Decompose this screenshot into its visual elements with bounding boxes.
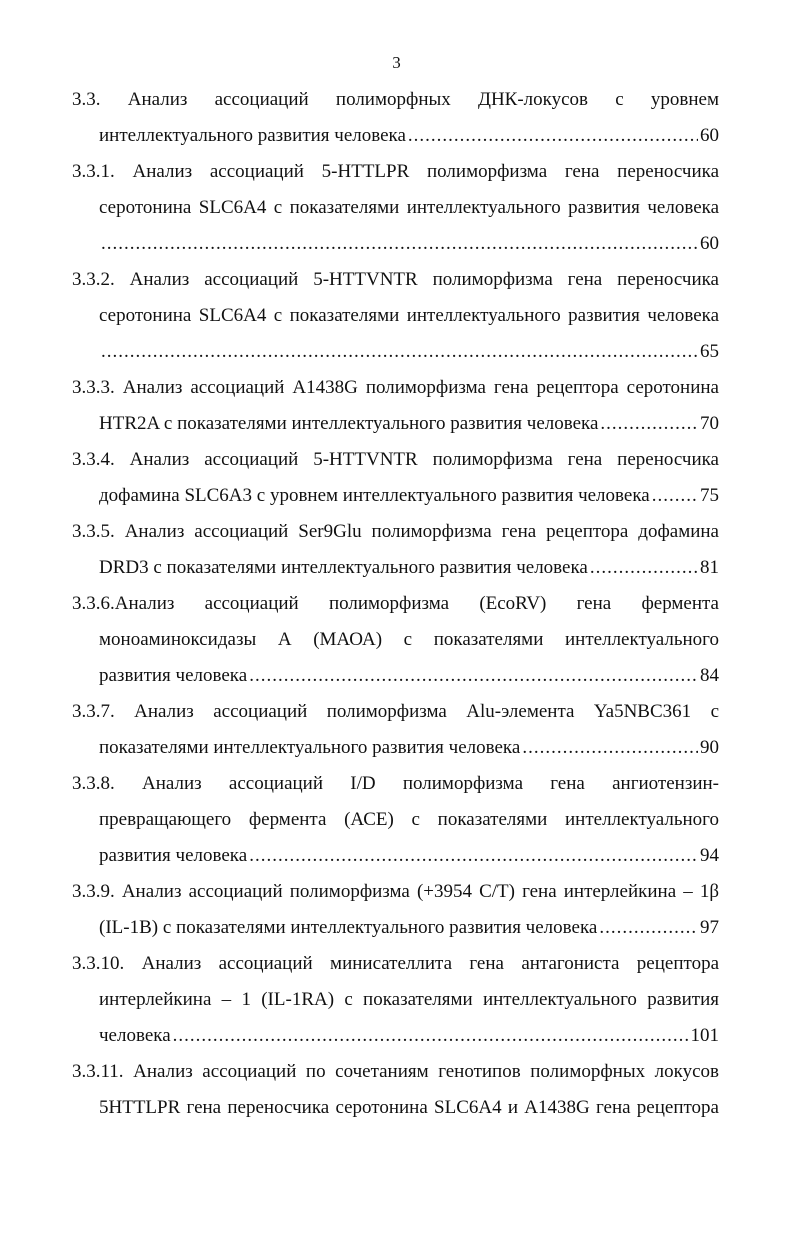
dot-leader <box>173 1018 689 1054</box>
toc-leader-line <box>72 334 719 370</box>
toc-entry-3-3-6[interactable] <box>72 586 719 694</box>
toc-line: интерлейкина – 1 (IL-1RA) с показателями интеллектуального развития <box>99 989 719 1010</box>
toc-line: показателями интеллектуального развития человека <box>99 737 521 758</box>
toc-line: 3.3.11. Анализ ассоциаций по сочетаниям генотипов полиморфных локусов <box>72 1061 719 1082</box>
dot-leader <box>101 334 698 370</box>
toc-entry-3-3-7[interactable] <box>72 694 719 766</box>
toc-leader-line <box>72 478 719 514</box>
toc-line: 3.3.1. Анализ ассоциаций 5-HTTLPR полиморфизма гена переносчика <box>72 161 719 182</box>
dot-leader <box>522 730 698 766</box>
toc-line: развития человека <box>99 665 248 686</box>
toc-page-number: 60 <box>700 125 719 146</box>
toc-page-number: 94 <box>700 845 719 866</box>
toc-entry-3-3[interactable] <box>72 82 719 154</box>
dot-leader <box>590 550 698 586</box>
toc-entry-3-3-10[interactable] <box>72 946 719 1054</box>
toc-entry-3-3-11[interactable] <box>72 1054 719 1126</box>
toc-leader-line <box>72 406 719 442</box>
toc-leader-line <box>72 910 719 946</box>
toc-leader-line <box>72 226 719 262</box>
toc-line: 5HTTLPR гена переносчика серотонина SLC6A4 и A1438G гена рецептора <box>99 1097 719 1118</box>
toc-line: 3.3.2. Анализ ассоциаций 5-HTTVNTR полиморфизма гена переносчика <box>72 269 719 290</box>
toc-line: HTR2A с показателями интеллектуального развития человека <box>99 413 599 434</box>
toc-line: 3.3.5. Анализ ассоциаций Ser9Glu полиморфизма гена рецептора дофамина <box>72 521 719 542</box>
toc-line: 3.3.10. Анализ ассоциаций минисателлита гена антагониста рецептора <box>72 953 719 974</box>
toc-line: DRD3 с показателями интеллектуального развития человека <box>99 557 588 578</box>
toc-line: моноаминоксидазы А (МАОА) с показателями интеллектуального <box>99 629 719 650</box>
dot-leader <box>599 910 698 946</box>
toc-page-number: 75 <box>700 485 719 506</box>
toc-page-number: 81 <box>700 557 719 578</box>
toc-page-number: 70 <box>700 413 719 434</box>
toc-line: человека <box>99 1025 171 1046</box>
table-of-contents <box>72 82 719 1126</box>
toc-page-number: 65 <box>700 341 719 362</box>
dot-leader <box>408 118 698 154</box>
toc-entry-3-3-3[interactable] <box>72 370 719 442</box>
toc-page-number: 97 <box>700 917 719 938</box>
toc-line: 3.3.9. Анализ ассоциаций полиморфизма (+3954 С/Т) гена интерлейкина – 1β <box>72 881 719 902</box>
toc-entry-3-3-8[interactable] <box>72 766 719 874</box>
toc-entry-3-3-5[interactable] <box>72 514 719 586</box>
toc-line: развития человека <box>99 845 248 866</box>
dot-leader <box>600 406 698 442</box>
dot-leader <box>249 658 698 694</box>
toc-page-number: 101 <box>690 1025 719 1046</box>
toc-leader-line <box>72 658 719 694</box>
toc-entry-3-3-4[interactable] <box>72 442 719 514</box>
dot-leader <box>101 226 698 262</box>
toc-entry-3-3-9[interactable] <box>72 874 719 946</box>
dot-leader <box>249 838 698 874</box>
toc-entry-3-3-2[interactable] <box>72 262 719 370</box>
toc-line: (IL-1B) с показателями интеллектуального развития человека <box>99 917 598 938</box>
toc-page-number: 84 <box>700 665 719 686</box>
toc-page-number: 90 <box>700 737 719 758</box>
page-number: 3 <box>392 53 401 72</box>
toc-leader-line <box>72 550 719 586</box>
toc-line: серотонина SLC6A4 с показателями интеллектуального развития человека <box>99 305 719 326</box>
toc-line: 3.3.6.Анализ ассоциаций полиморфизма (EcoRV) гена фермента <box>72 593 719 614</box>
toc-leader-line <box>72 118 719 154</box>
toc-line: интеллектуального развития человека <box>99 125 406 146</box>
toc-line: превращающего фермента (АСЕ) с показателями интеллектуального <box>99 809 719 830</box>
toc-line: серотонина SLC6A4 с показателями интеллектуального развития человека <box>99 197 719 218</box>
toc-entry-3-3-1[interactable] <box>72 154 719 262</box>
toc-line: 3.3.3. Анализ ассоциаций A1438G полиморфизма гена рецептора серотонина <box>72 377 719 398</box>
toc-leader-line <box>72 730 719 766</box>
toc-line: 3.3.7. Анализ ассоциаций полиморфизма Alu-элемента Ya5NBC361 с <box>72 701 719 722</box>
toc-line: дофамина SLC6A3 с уровнем интеллектуального развития человека <box>99 485 650 506</box>
toc-leader-line <box>72 838 719 874</box>
toc-page-number: 60 <box>700 233 719 254</box>
toc-line: 3.3.8. Анализ ассоциаций I/D полиморфизма гена ангиотензин- <box>72 773 719 794</box>
dot-leader <box>652 478 698 514</box>
toc-line: 3.3.4. Анализ ассоциаций 5-HTTVNTR полиморфизма гена переносчика <box>72 449 719 470</box>
toc-line: 3.3. Анализ ассоциаций полиморфных ДНК-локусов с уровнем <box>72 89 719 110</box>
toc-leader-line <box>72 1018 719 1054</box>
